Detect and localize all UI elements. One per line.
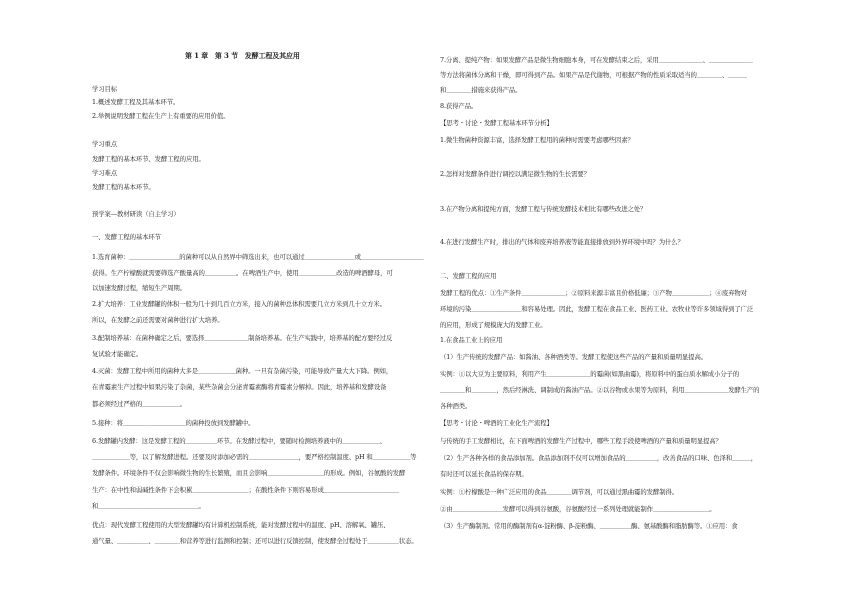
left-text-line: 6.发酵罐内发酵：这是发酵工程的＿＿＿＿＿环节。在发酵过程中，要随时检测培养液中的＿＿＿＿＿＿、 [92, 437, 386, 445]
right-text-line: 1.在食品工业上的应用 [440, 336, 503, 344]
right-text-line: 1.微生物菌种资源丰富，选择发酵工程用的菌种时需要考虑哪些因素？ [440, 136, 634, 144]
right-text-line: （2）生产各种各样的食品添加剂。食品添加剂不仅可以增加食品的＿＿＿＿＿，改善食品的口味、色泽和＿＿＿， [440, 454, 758, 462]
left-text-line: 优点：现代发酵工程使用的大型发酵罐均有计算机控制系统，能对发酵过程中的温度、pH、溶解氧、罐压、 [92, 521, 390, 529]
right-text-line: 【思考・讨论・啤酒的工业化生产流程】 [440, 419, 553, 427]
left-text-line: 4.灭菌：发酵工程中所用的菌种大多是＿＿＿＿＿＿菌种。一旦有杂菌污染，可能导致产量大大下降。例如， [92, 367, 393, 375]
left-text-line: 学习难点 [92, 169, 118, 177]
right-text-line: 3.在产物分离和提纯方面，发酵工程与传统发酵技术相比有哪些改进之处？ [440, 205, 647, 213]
right-text-line: 8.获得产品。 [440, 102, 478, 110]
left-text-line: 所以，在发酵之前还需要对菌种进行扩大培养。 [92, 316, 224, 324]
right-text-line: 和＿＿＿＿措施来获得产品。 [440, 86, 522, 94]
left-text-line: 1.选育菌种：＿＿＿＿＿＿＿＿的菌种可以从自然界中筛选出来，也可以通过＿＿＿＿＿＿＿＿或＿＿＿＿＿＿＿＿＿＿ [92, 253, 424, 261]
right-text-line: （1）生产传统的发酵产品：如酱油、各种酒类等。发酵工程使这些产品的产量和质量明显提高。 [440, 353, 707, 361]
right-text-line: ②由＿＿＿＿＿＿＿＿发酵可以得到谷氨酸，谷氨酸经过一系列处理就能制作＿＿＿＿＿＿＿＿＿。 [440, 505, 716, 513]
left-text-line: 以加速发酵过程，缩短生产周期。 [92, 284, 186, 292]
right-text-line: ＿＿＿＿和＿＿＿＿，然后经淋洗、调制成的酱油产品。②以谷物或水果等为原料，利用＿＿＿＿＿＿＿发酵生产的 [440, 386, 760, 394]
left-text-line: 2.举例说明发酵工程在生产上有重要的应用价值。 [92, 112, 230, 120]
left-text-line: 获得。生产柠檬酸就需要筛选产酸量高的＿＿＿＿＿。在啤酒生产中，使用＿＿＿＿＿＿改造的啤酒酵母，可 [92, 269, 393, 277]
right-text-line: 环境的污染＿＿＿＿＿＿＿＿和容易处理。因此，发酵工程在食品工业、医药工业、农牧业等许多领域得到了广泛 [440, 305, 754, 313]
left-text-line: 发酵条件。环境条件不仅会影响微生物的生长繁殖，而且会影响＿＿＿＿＿＿＿＿＿的形成。例如，谷氨酸的发酵 [92, 469, 406, 477]
left-text-line: 生产：在中性和弱碱性条件下会积累＿＿＿＿＿＿＿＿＿；在酸性条件下则容易形成＿＿＿＿＿＿＿＿＿＿＿＿ [92, 486, 399, 494]
left-text-line: 和＿＿＿＿＿＿＿＿＿＿＿＿＿＿＿＿。 [92, 502, 205, 510]
left-text-line: 发酵工程的基本环节。 [92, 183, 155, 191]
right-text-line: 的应用，形成了规模庞大的发酵工业。 [440, 321, 547, 329]
left-text-line: 2.扩大培养：工业发酵罐的体积一般为几十到几百立方米，接入的菌种总体积需要几立方米到几十立方米。 [92, 300, 386, 308]
left-text-line: 1.概述发酵工程及其基本环节。 [92, 98, 180, 106]
right-text-line: 实例：①以大豆为主要原料，利用产生＿＿＿＿＿＿＿的霉菌(如黑曲霉)，将原料中的蛋白质水解成小分子的 [440, 370, 740, 378]
lesson-title: 第 1 章 第 3 节 发酵工程及其应用 [185, 51, 300, 60]
right-text-line: 二、发酵工程的应用 [440, 272, 497, 280]
left-text-line: 通气量、＿＿＿＿＿、＿＿＿＿和营养等进行监测和控制；还可以进行反馈控制，使发酵全过程处于＿＿＿＿＿状态。 [92, 537, 418, 545]
left-text-line: 复试验才能确定。 [92, 350, 143, 358]
right-text-line: 发酵工程的优点：①生产条件＿＿＿＿＿＿＿；②原料来源丰富且价格低廉；③产物＿＿＿＿＿＿；④废弃物对 [440, 289, 747, 297]
left-text-line: 预学案—教材研读（自主学习） [92, 210, 180, 218]
left-text-line: 学习重点 [92, 140, 118, 148]
right-text-line: 等方法将菌体分离和干燥，即可得到产品。如果产品是代谢物，可根据产物的性质采取适当的＿＿＿＿、＿＿＿ [440, 71, 747, 79]
right-text-line: 7.分离、提纯产物：如果发酵产品是微生物细胞本身，可在发酵结束之后，采用＿＿＿＿＿＿＿、＿＿＿＿＿＿＿ [440, 56, 753, 64]
left-text-line: ＿＿＿＿＿＿等，以了解发酵进程。还要及时添加必需的＿＿＿＿＿＿＿＿，要严格控制温度、pH 和＿＿＿＿＿＿等 [92, 453, 417, 461]
right-text-line: （3）生产酶制剂。常用的酶制剂有α-淀粉酶、β-淀粉酶、＿＿＿＿＿酶、氨基酸酶和脂肪酶等。①应用：食 [440, 522, 738, 530]
left-text-line: 发酵工程的基本环节、发酵工程的应用。 [92, 155, 205, 163]
right-text-line: 与传统的手工发酵相比，在下面啤酒的发酵生产过程中，哪些工程手段使啤酒的产量和质量明显提高？ [440, 437, 722, 445]
left-text-line: 一、发酵工程的基本环节 [92, 233, 161, 241]
right-text-line: 2.怎样对发酵条件进行调控以满足微生物的生长需要？ [440, 170, 590, 178]
left-text-line: 在青霉素生产过程中如果污染了杂菌，某些杂菌会分泌青霉素酶将青霉素分解掉。因此，培养基和发酵设备 [92, 383, 387, 391]
right-text-line: 4.在进行发酵生产时，排出的气体和废弃培养液等能直接排放到外界环境中吗？为什么？ [440, 238, 684, 246]
right-text-line: 实例：①柠檬酸是一种广泛应用的食品＿＿＿＿调节剂，可以通过黑曲霉的发酵制得。 [440, 488, 678, 496]
left-text-line: 5.接种：将＿＿＿＿＿＿＿＿＿＿的菌种投放到发酵罐中。 [92, 419, 255, 427]
right-text-line: 有时还可以延长食品的保存期。 [440, 470, 528, 478]
left-text-line: 学习目标 [92, 85, 118, 93]
left-text-line: 都必须经过严格的＿＿＿＿＿＿。 [92, 400, 186, 408]
left-text-line: 3.配制培养基：在菌种确定之后，要选择＿＿＿＿＿＿＿制备培养基。在生产实践中，培养基的配方要经过反 [92, 334, 393, 342]
right-text-line: 各种酒类。 [440, 402, 472, 410]
right-text-line: 【思考・讨论・发酵工程基本环节分析】 [440, 119, 553, 127]
